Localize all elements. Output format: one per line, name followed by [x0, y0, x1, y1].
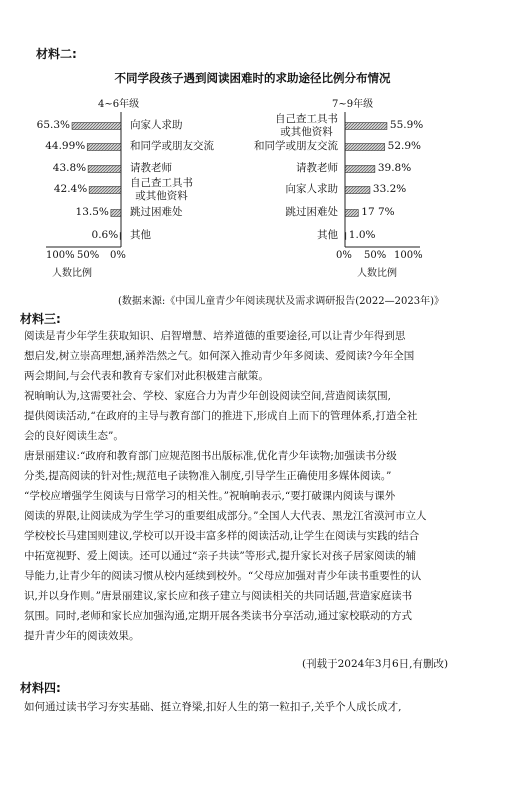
right-category-label-line: 向家人求助: [285, 183, 338, 195]
left-bar-value-label: 42.4%: [53, 183, 88, 195]
paragraph: [24, 326, 484, 386]
left-category-label-line: 或其他资料: [135, 189, 188, 202]
left-tick-0: 0%: [110, 250, 126, 261]
left-category-label: [130, 177, 193, 203]
right-category-label-line: 跳过困难处: [285, 206, 338, 218]
material3-body: [24, 326, 484, 646]
left-bar-2: [88, 166, 121, 173]
paragraph-line: 氛围。同时,老师和家长应加强沟通,定期开展各类读书分享活动,通过家校联动的方式: [24, 610, 413, 622]
left-category-label-line: 其他: [130, 229, 151, 241]
right-category-label-line: 其他: [317, 229, 338, 241]
left-category-label-line: 请教老师: [130, 162, 172, 174]
left-bar-value-label: 0.6%: [91, 229, 119, 241]
right-bar-value-label: 33.2%: [372, 183, 407, 195]
right-bar-3: [345, 187, 370, 194]
left-bar-1: [87, 144, 121, 151]
right-category-label: [286, 183, 339, 196]
right-bar-value-label: 1.0%: [348, 229, 376, 241]
left-category-label: [130, 119, 183, 132]
right-bar-0: [345, 123, 387, 130]
chart-source: (数据来源:《中国儿童青少年阅读现状及需求调研报告(2022—2023年)》: [118, 296, 444, 307]
paragraph-line: 学校校长马建国则建议,学校可以开设丰富多样的阅读活动,让学生在阅读与实践的结合: [24, 530, 420, 542]
right-bar-value-label: 39.8%: [377, 162, 412, 174]
paragraph-line: 阅读的界限,让阅读成为学生学习的重要组成部分。”全国人大代表、黑龙江省漠河市立人: [24, 510, 427, 522]
right-bar-2: [345, 166, 375, 173]
right-bar-value-label: 17 7%: [361, 206, 395, 218]
right-category-label-line: 请教老师: [296, 162, 338, 174]
left-bar-3: [89, 187, 121, 194]
right-bar-4: [345, 210, 358, 217]
paragraph-line: 提升青少年的阅读效果。: [24, 630, 140, 642]
left-bar-value-label: 43.8%: [52, 162, 87, 174]
right-bar-value-label: 55.9%: [389, 119, 424, 131]
paragraph-line: 阅读是青少年学生获取知识、启智增慧、培养道德的重要途径,可以让青少年得到思: [24, 330, 406, 342]
paragraph-line: 祝晌晌认为,这需要社会、学校、家庭合力为青少年创设阅读空间,营造阅读氛围,: [24, 390, 392, 402]
paragraph-line: 识,并以身作则。”唐景丽建议,家长应和孩子建立与阅读相关的共同话题,营造家庭读书: [24, 590, 413, 602]
left-bar-value-label: 44.99%: [45, 140, 86, 152]
paragraph: [24, 386, 484, 446]
right-category-label: [317, 229, 338, 242]
paragraph: [24, 446, 484, 486]
left-bar-value-label: 65.3%: [36, 119, 71, 131]
material2-heading: 材料二:: [36, 47, 77, 61]
paragraph-line: 两会期间,与会代表和教育专家们对此积极建言献策。: [24, 370, 269, 382]
paragraph-line: 如何通过读书学习夯实基础、挺立脊梁,扣好人生的第一粒扣子,关乎个人成长成才,: [24, 701, 402, 713]
right-bar-1: [345, 144, 385, 151]
right-category-label: [275, 113, 338, 139]
left-category-label: [130, 206, 183, 219]
right-category-label-line: 或其他资料: [280, 125, 333, 138]
left-category-label-line: 自己查工具书: [130, 176, 193, 189]
right-category-label-line: 自己查工具书: [275, 112, 338, 125]
left-bar-4: [111, 210, 121, 217]
right-category-label: [296, 162, 338, 175]
paragraph-line: 导能力,让青少年的阅读习惯从校内延续到校外。“父母应加强对青少年读书重要性的认: [24, 570, 422, 582]
left-category-label: [130, 162, 172, 175]
left-grade-label: 4~6年级: [98, 99, 140, 110]
paragraph-line: 中拓宽视野、爱上阅读。还可以通过“亲子共读”等形式,提升家长对孩子居家阅读的辅: [24, 550, 417, 562]
paragraph-line: 提供阅读活动,“在政府的主导与教育部门的推进下,形成自上而下的管理体系,打造全社: [24, 410, 418, 422]
material3-note: (刊载于2024年3月6日,有删改): [302, 658, 449, 670]
left-category-label-line: 和同学或朋友交流: [130, 140, 214, 152]
paragraph-line: “学校应增强学生阅读与日常学习的相关性。”祝晌晌表示,“要打破课内阅读与课外: [24, 490, 396, 502]
right-axis-label: 人数比例: [357, 268, 397, 279]
chart-title: 不同学段孩子遇到阅读困难时的求助途径比例分布情况: [114, 71, 391, 85]
left-bar-value-label: 13.5%: [75, 206, 109, 218]
material3-heading: 材料三:: [20, 312, 61, 326]
left-tick-100: 100%: [46, 250, 75, 261]
left-category-label: [130, 229, 151, 242]
right-category-label: [286, 206, 339, 219]
right-bar-value-label: 52.9%: [387, 140, 422, 152]
paragraph: [24, 486, 484, 646]
right-tick-0: 0%: [336, 250, 352, 261]
left-axis-label: 人数比例: [52, 268, 92, 279]
paragraph-line: 分类,提高阅读的针对性;规范电子读物准入制度,引导学生正确使用多媒体阅读。”: [24, 470, 392, 482]
left-tick-50: 50%: [77, 250, 100, 261]
right-bar-group: [345, 123, 387, 240]
right-category-label-line: 和同学或朋友交流: [254, 140, 338, 152]
left-bar-0: [72, 123, 121, 130]
paragraph-line: 唐景丽建议:“政府和教育部门应规范图书出版标准,优化青少年读物;加强读书分级: [24, 450, 397, 462]
material4-heading: 材料四:: [20, 681, 61, 695]
right-grade-label: 7~9年级: [332, 99, 374, 110]
right-category-label: [254, 140, 338, 153]
left-category-label-line: 向家人求助: [130, 119, 183, 131]
paragraph-line: 想启发,树立崇高理想,涵养浩然之气。如何深入推动青少年多阅读、爱阅读?今年全国: [24, 350, 415, 362]
paragraph-line: 会的良好阅读生态”。: [24, 430, 124, 442]
right-tick-100: 100%: [394, 250, 423, 261]
right-tick-50: 50%: [364, 250, 387, 261]
left-category-label-line: 跳过困难处: [130, 206, 183, 218]
left-category-label: [130, 140, 214, 153]
material4-body: [24, 697, 484, 717]
